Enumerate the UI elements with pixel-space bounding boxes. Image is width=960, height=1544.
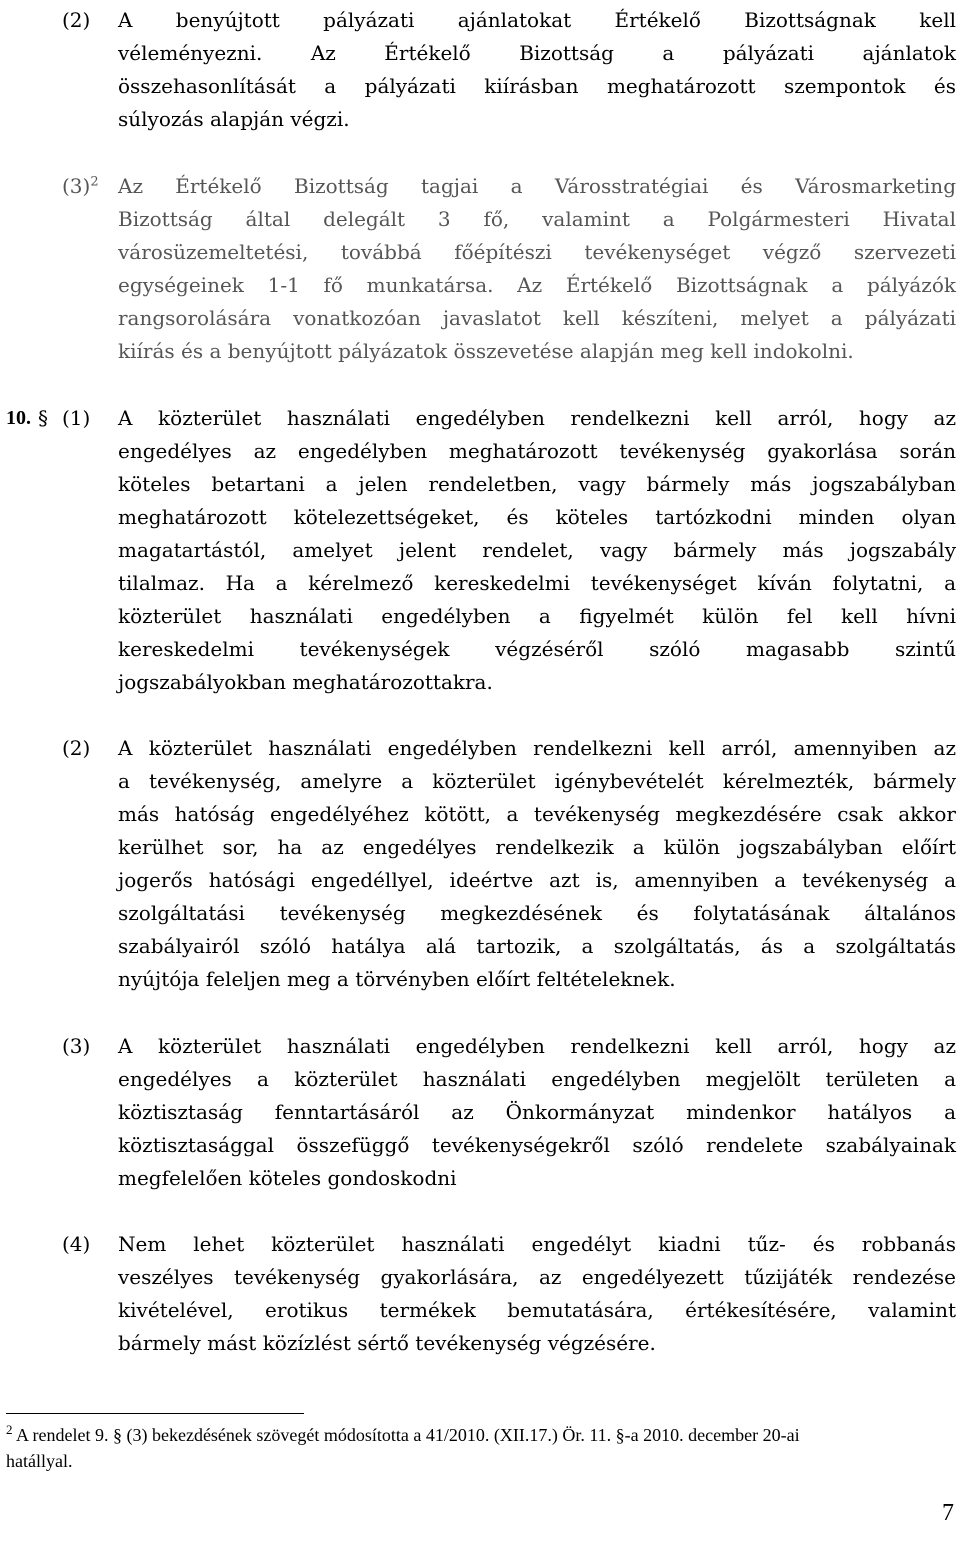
text-line: A benyújtott pályázati ajánlatokat Értékelő Bizottságnak kell [118, 8, 956, 32]
paragraph-body [118, 4, 956, 136]
text-line: szolgáltatási tevékenység megkezdésének és folytatásának általános [118, 901, 956, 925]
text-line: Nem lehet közterület használati engedélyt kiadni tűz- és robbanás [118, 1232, 956, 1256]
paragraph-3 [62, 170, 956, 368]
paragraph-body [118, 732, 956, 996]
text-line: A közterület használati engedélyben rendelkezni kell arról, hogy az [118, 406, 956, 430]
footnote-text: A rendelet 9. § (3) bekezdésének szövegét módosította a 41/2010. (XII.17.) Ör. 11. §-a 2010. december 20-ai [16, 1425, 800, 1445]
text-line: nyújtója feleljen meg a törvényben előírt feltételeknek. [118, 967, 676, 991]
paragraph-2 [62, 4, 956, 136]
text-line: köteles betartani a jelen rendeletben, vagy bármely más jogszabályban [118, 472, 956, 496]
paragraph-number: (3) [62, 1034, 91, 1058]
text-line: megfelelően köteles gondoskodni [118, 1166, 457, 1190]
paragraph-number: (4) [62, 1232, 91, 1256]
paragraph-body [118, 1228, 956, 1360]
text-line: kerülhet sor, ha az engedélyes rendelkezik a külön jogszabályban előírt [118, 835, 956, 859]
text-line: közterület használati engedélyben a figyelmét külön fel kell hívni [118, 604, 956, 628]
text-line: bármely mást közízlést sértő tevékenység végzésére. [118, 1331, 656, 1355]
text-line: véleményezni. Az Értékelő Bizottság a pályázati ajánlatok [118, 41, 956, 65]
text-line: egységeinek 1-1 fő munkatársa. Az Értékelő Bizottságnak a pályázók [118, 273, 956, 297]
text-line: rangsorolására vonatkozóan javaslatot kell készíteni, melyet a pályázati [118, 306, 956, 330]
footnote-marker: 2 [6, 1422, 13, 1437]
text-line: városüzemeltetési, továbbá főépítészi tevékenységet végző szervezeti [118, 240, 956, 264]
footnote [6, 1422, 956, 1474]
paragraph-10-4 [62, 1228, 956, 1360]
paragraph-10-1 [62, 402, 956, 699]
paragraph-10-2 [62, 732, 956, 996]
text-line: jogszabályokban meghatározottakra. [118, 670, 493, 694]
text-line: meghatározott kötelezettségeket, és köteles tartózkodni minden olyan [118, 505, 956, 529]
paragraph-10-3 [62, 1030, 956, 1195]
text-line: súlyozás alapján végzi. [118, 107, 350, 131]
text-line: veszélyes tevékenység gyakorlására, az engedélyezett tűzijáték rendezése [118, 1265, 956, 1289]
footnote-line [6, 1422, 956, 1448]
text-line: kiírás és a benyújtott pályázatok összevetése alapján meg kell indokolni. [118, 339, 854, 363]
text-line: a tevékenység, amelyre a közterület igénybevételét kérelmezték, bármely [118, 769, 956, 793]
section-number: 10. [6, 407, 31, 429]
paragraph-body [118, 170, 956, 368]
text-line: engedélyes az engedélyben meghatározott tevékenység gyakorlása során [118, 439, 956, 463]
text-line: Az Értékelő Bizottság tagjai a Városstratégiai és Városmarketing [118, 174, 956, 198]
text-line: köztisztasággal összefüggő tevékenységekről szóló rendelete szabályainak [118, 1133, 956, 1157]
footnote-separator [6, 1413, 304, 1414]
paragraph-number: (2) [62, 8, 91, 32]
footnote-line: hatállyal. [6, 1451, 73, 1471]
paragraph-number: (2) [62, 736, 91, 760]
text-line: szabályairól szóló hatálya alá tartozik, a szolgáltatás, ás a szolgáltatás [118, 934, 956, 958]
paragraph-number: (1) [62, 406, 91, 430]
text-line: A közterület használati engedélyben rendelkezni kell arról, hogy az [118, 1034, 956, 1058]
text-line: kivételével, erotikus termékek bemutatására, értékesítésére, valamint [118, 1298, 956, 1322]
text-line: jogerős hatósági engedéllyel, ideértve azt is, amennyiben a tevékenység a [118, 868, 956, 892]
text-line: magatartástól, amelyet jelent rendelet, vagy bármely más jogszabály [118, 538, 956, 562]
text-line: Bizottság által delegált 3 fő, valamint a Polgármesteri Hivatal [118, 207, 956, 231]
text-line: engedélyes a közterület használati engedélyben megjelölt területen a [118, 1067, 956, 1091]
paragraph-body [118, 1030, 956, 1195]
paragraph-body [118, 402, 956, 699]
section-sign-icon: § [38, 406, 48, 430]
text-line: köztisztaság fenntartásáról az Önkormányzat mindenkor hatályos a [118, 1100, 956, 1124]
text-line: más hatóság engedélyéhez kötött, a tevékenység megkezdésére csak akkor [118, 802, 956, 826]
paragraph-number: $(3)^2$ [62, 174, 99, 198]
text-line: tilalmaz. Ha a kérelmező kereskedelmi tevékenységet kíván folytatni, a [118, 571, 956, 595]
text-line: kereskedelmi tevékenységek végzéséről szóló magasabb szintű [118, 637, 956, 661]
footnote-reference[interactable]: 2 [90, 174, 99, 190]
text-line: összehasonlítását a pályázati kiírásban meghatározott szempontok és [118, 74, 956, 98]
text-line: A közterület használati engedélyben rendelkezni kell arról, amennyiben az [118, 736, 956, 760]
page-number: 7 [942, 1500, 954, 1526]
